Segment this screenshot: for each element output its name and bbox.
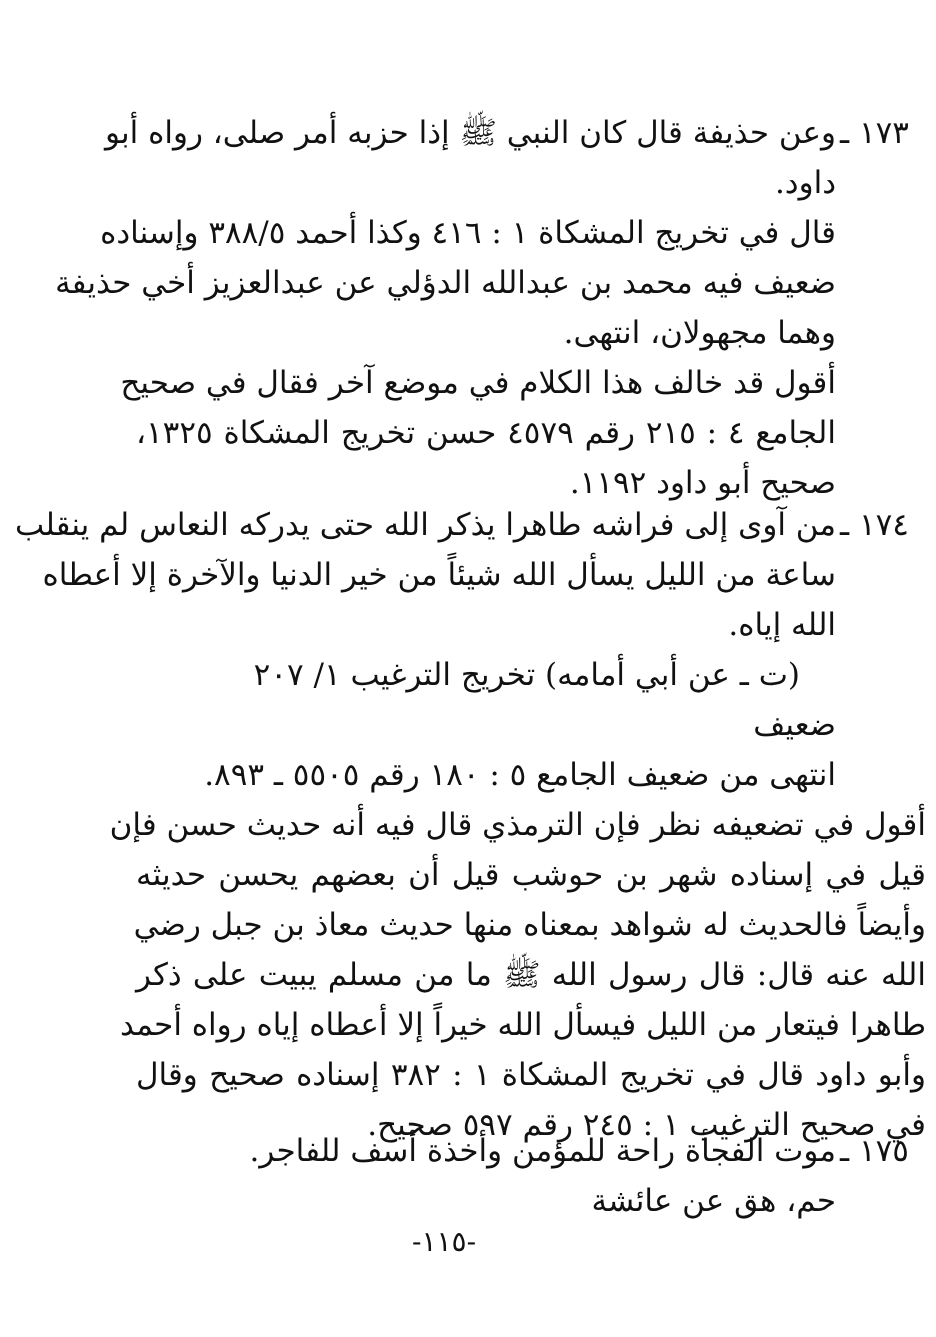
- text-line: وأيضاً فالحديث له شواهد بمعناه منها حديث معاذ بن جبل رضي: [133, 907, 926, 943]
- text-line: قيل في إسناده شهر بن حوشب قيل أن بعضهم يحسن حديثه: [136, 857, 926, 893]
- hadith-entry-174: [14, 500, 927, 1150]
- text-line: (ت ـ عن أبي أمامه) تخريج الترغيب ١/ ٢٠٧: [253, 657, 800, 693]
- text-line: موت الفجأة راحة للمؤمن وأخذة أسف للفاجر.: [249, 1133, 836, 1169]
- text-line: حم، هق عن عائشة: [591, 1183, 836, 1219]
- text-line: ساعة من الليل يسأل الله شيئاً من خير الدنيا والآخرة إلا أعطاه: [42, 557, 836, 593]
- hadith-entry-175: [136, 1126, 909, 1226]
- text-line: قال في تخريج المشكاة ١ : ٤١٦ وكذا أحمد ٣٨٨/٥ وإسناده: [100, 215, 836, 251]
- text-line: وهما مجهولان، انتهى.: [563, 315, 836, 351]
- text-line: طاهرا فيتعار من الليل فيسأل الله خيراً إلا أعطاه إياه رواه أحمد: [119, 1007, 926, 1043]
- text-line: ضعيف فيه محمد بن عبدالله الدؤلي عن عبدالعزيز أخي حذيفة: [55, 265, 836, 301]
- text-line: في صحيح الترغيب ١ : ٢٤٥ رقم ٥٩٧ صحيح.: [367, 1107, 926, 1143]
- hadith-entry-173: [55, 108, 909, 508]
- text-line: الله إياه.: [728, 607, 836, 643]
- text-line: انتهى من ضعيف الجامع ٥ : ١٨٠ رقم ٥٥٠٥ ـ ٨٩٣.: [204, 757, 836, 793]
- text-line: أقول قد خالف هذا الكلام في موضع آخر فقال في صحيح: [120, 365, 836, 401]
- entry-number: ١٧٥ ـ: [840, 1133, 909, 1169]
- text-line: الله عنه قال: قال رسول الله ﷺ ما من مسلم يبيت على ذكر: [136, 957, 926, 993]
- text-line: الجامع ٤ : ٢١٥ رقم ٤٥٧٩ حسن تخريج المشكاة ١٣٢٥،: [136, 415, 836, 451]
- page-number: -١١٥-: [411, 1225, 477, 1258]
- text-line: صحيح أبو داود ١١٩٢.: [569, 465, 836, 501]
- text-line: من آوى إلى فراشه طاهرا يذكر الله حتى يدركه النعاس لم ينقلب: [14, 507, 836, 543]
- text-line: أقول في تضعيفه نظر فإن الترمذي قال فيه أنه حديث حسن فإن: [109, 807, 926, 843]
- entry-number: ١٧٤ ـ: [840, 507, 909, 543]
- text-line: وأبو داود قال في تخريج المشكاة ١ : ٣٨٢ إسناده صحيح وقال: [136, 1057, 927, 1093]
- text-line: ضعيف: [753, 707, 836, 743]
- text-line: وعن حذيفة قال كان النبي ﷺ إذا حزبه أمر صلى، رواه أبو: [105, 115, 836, 151]
- text-line: داود.: [774, 165, 836, 201]
- entry-number: ١٧٣ ـ: [840, 115, 909, 151]
